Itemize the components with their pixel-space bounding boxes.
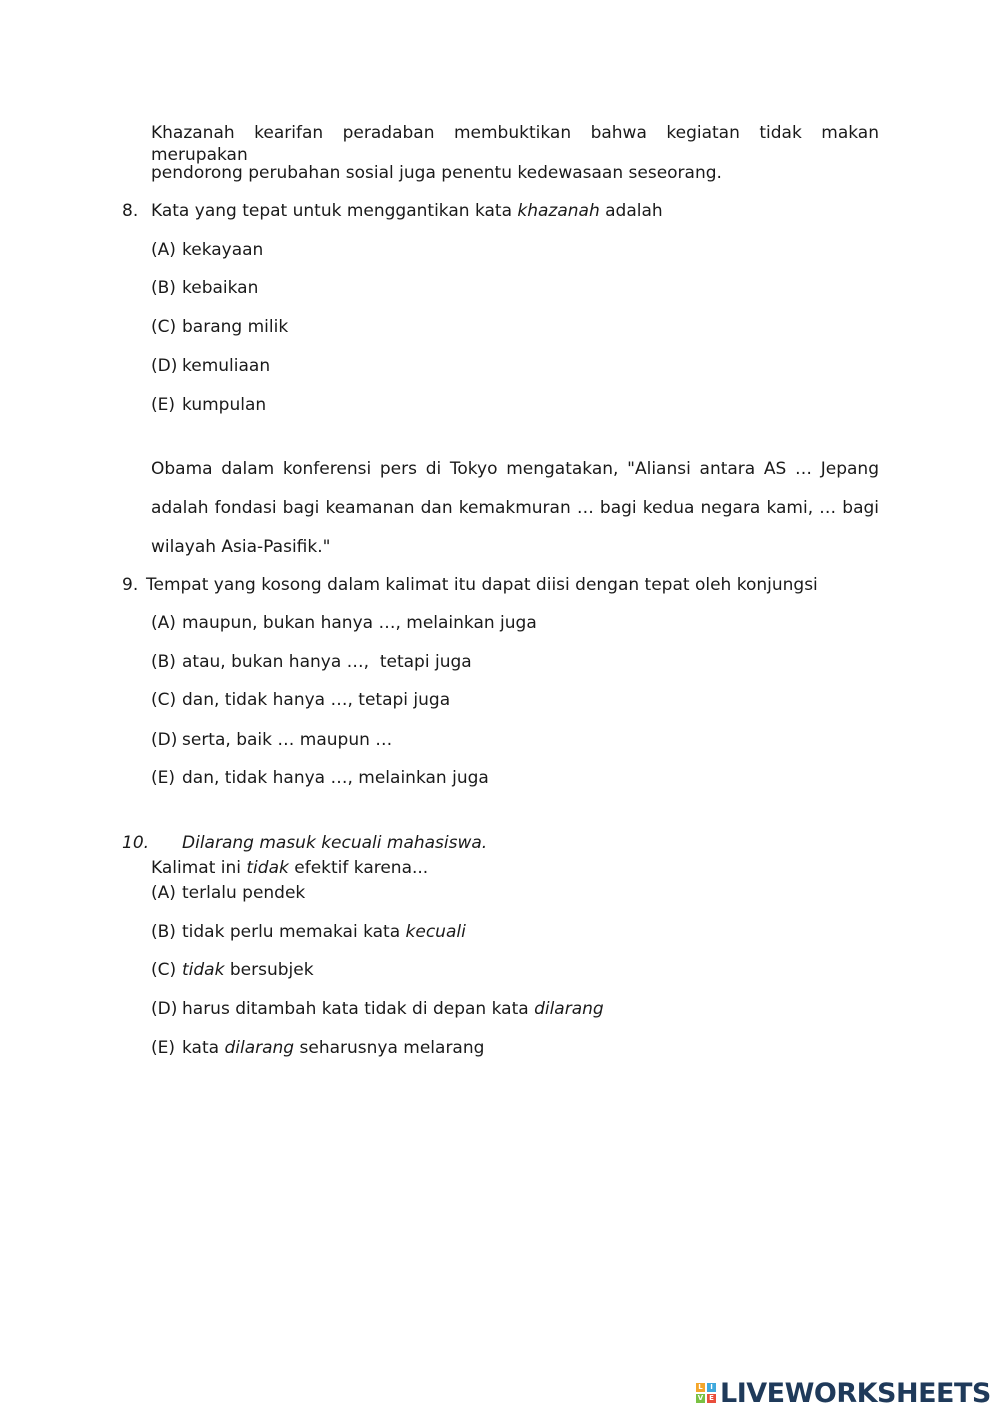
liveworksheets-wordmark: LIVEWORKSHEETS — [720, 1377, 991, 1409]
option-text-italic: dilarang — [534, 999, 604, 1019]
option-label: (A) — [151, 613, 176, 633]
option-label: (C) — [151, 317, 177, 337]
option-label: (A) — [151, 883, 176, 903]
question-9-option-b[interactable] — [151, 651, 472, 673]
option-text: serta, baik … maupun … — [182, 730, 393, 750]
question-10-option-e[interactable] — [151, 1037, 484, 1059]
option-label: (B) — [151, 278, 176, 298]
option-text: bersubjek — [224, 960, 314, 980]
option-text: kemuliaan — [182, 356, 271, 376]
question-8-option-a[interactable] — [151, 239, 263, 261]
question-8-stem-keyword: khazanah — [517, 201, 600, 221]
option-label: (A) — [151, 240, 176, 260]
question-9-option-a[interactable] — [151, 612, 537, 634]
option-text: atau, bukan hanya …, tetapi juga — [182, 652, 472, 672]
option-text-end: seharusnya melarang — [294, 1038, 485, 1058]
question-9-option-d[interactable] — [151, 729, 392, 751]
question-10-number: 10. — [122, 833, 150, 853]
question-10-stem-text: Kalimat ini — [151, 858, 247, 878]
option-text-italic: dilarang — [224, 1038, 295, 1058]
option-text: barang milik — [182, 317, 289, 337]
question-10-option-c[interactable] — [151, 959, 314, 981]
option-label: (B) — [151, 652, 176, 672]
option-label: (C) — [151, 960, 177, 980]
option-text-italic: tidak — [182, 960, 225, 980]
option-label: (D) — [151, 999, 178, 1019]
option-text: kumpulan — [182, 395, 267, 415]
question-10-stem-end: efektif karena... — [288, 858, 429, 878]
option-label: (E) — [151, 395, 176, 415]
question-9-option-c[interactable] — [151, 689, 450, 711]
question-10-option-b[interactable] — [151, 921, 466, 943]
option-label: (E) — [151, 1038, 176, 1058]
question-8-stem — [151, 200, 663, 222]
question-8-stem-text: Kata yang tepat untuk menggantikan kata — [151, 201, 518, 221]
option-text: dan, tidak hanya …, tetapi juga — [182, 690, 451, 710]
question-8-number: 8. — [122, 201, 139, 221]
option-label: (B) — [151, 922, 176, 942]
question-8-stem-end: adalah — [599, 201, 663, 221]
option-text: kebaikan — [182, 278, 259, 298]
option-label: (D) — [151, 730, 178, 750]
question-9-stem: Tempat yang kosong dalam kalimat itu dapat diisi dengan tepat oleh konjungsi — [146, 575, 818, 595]
logo-mark-letter: I — [707, 1383, 716, 1392]
option-text: maupun, bukan hanya …, melainkan juga — [182, 613, 537, 633]
logo-mark-letter: E — [707, 1394, 716, 1403]
question-10-stem — [151, 857, 428, 879]
question-9-number: 9. — [122, 575, 139, 595]
question-8-option-e[interactable] — [151, 394, 266, 416]
logo-mark-letter: L — [696, 1383, 705, 1392]
passage-2-line-3: wilayah Asia-Pasifik." — [151, 537, 331, 557]
option-text: terlalu pendek — [182, 883, 306, 903]
passage-1-line-2: pendorong perubahan sosial juga penentu kedewasaan seseorang. — [151, 163, 722, 183]
option-text: dan, tidak hanya …, melainkan juga — [182, 768, 489, 788]
question-8-option-d[interactable] — [151, 355, 270, 377]
option-text: harus ditambah kata tidak di depan kata — [182, 999, 535, 1019]
liveworksheets-mark-icon — [696, 1383, 716, 1403]
option-label: (C) — [151, 690, 177, 710]
option-text: kekayaan — [182, 240, 264, 260]
liveworksheets-logo — [696, 1378, 991, 1408]
question-10-stem-keyword: tidak — [246, 858, 289, 878]
question-10-sentence: Dilarang masuk kecuali mahasiswa. — [182, 833, 488, 853]
question-8-option-b[interactable] — [151, 277, 258, 299]
question-8-option-c[interactable] — [151, 316, 288, 338]
option-label: (D) — [151, 356, 178, 376]
question-10-option-a[interactable] — [151, 882, 305, 904]
passage-2-line-1: Obama dalam konferensi pers di Tokyo mengatakan, "Aliansi antara AS … Jepang — [151, 459, 879, 479]
option-text: kata — [182, 1038, 225, 1058]
question-10-option-d[interactable] — [151, 998, 604, 1020]
passage-2-line-2: adalah fondasi bagi keamanan dan kemakmuran … bagi kedua negara kami, … bagi — [151, 498, 879, 518]
logo-mark-letter: V — [697, 1394, 704, 1402]
option-text-italic: kecuali — [405, 922, 466, 942]
option-label: (E) — [151, 768, 176, 788]
question-9-option-e[interactable] — [151, 767, 489, 789]
passage-1-line-1: Khazanah kearifan peradaban membuktikan bahwa kegiatan tidak makan merupakan — [151, 123, 879, 165]
option-text: tidak perlu memakai kata — [182, 922, 406, 942]
